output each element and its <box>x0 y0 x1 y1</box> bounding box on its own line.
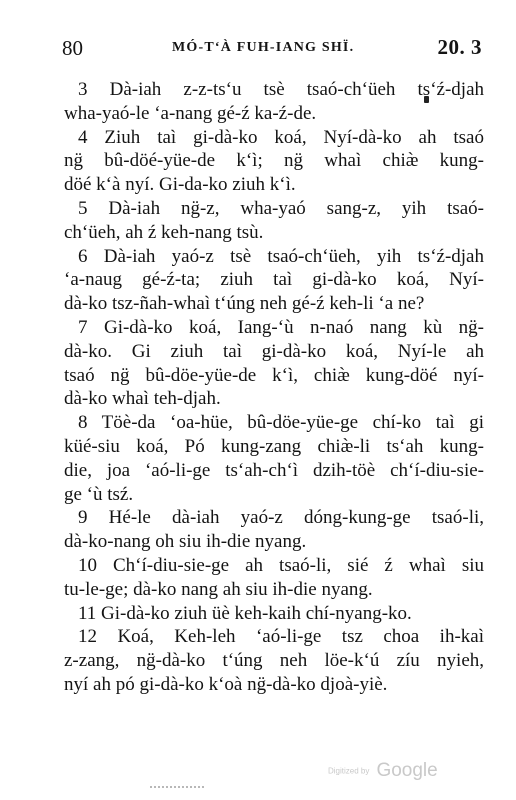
verse-line: dà-ko-nang oh siu ih-die nyang. <box>64 531 307 553</box>
verse-12 <box>64 625 484 696</box>
page-header <box>62 36 482 62</box>
verse-line: 8 Töè-da ‘oa-hüe, bû-döe-yüe-ge chí-ko taì gi <box>78 412 484 434</box>
verse-text <box>64 78 484 697</box>
verse-line: dà-ko. Gi ziuh taì gi-dà-ko koá, Nyí-le ah <box>64 340 484 362</box>
page-number: 80 <box>62 36 83 60</box>
verse-7 <box>64 316 484 411</box>
verse-8 <box>64 411 484 506</box>
watermark-prefix: Digitized by <box>328 766 370 776</box>
verse-line: 9 Hé-le dà-iah yaó-z dóng-kung-ge tsaó-li, <box>78 507 484 529</box>
verse-10 <box>64 554 484 602</box>
verse-line: dà-ko tsz-ñah-whaì t‘úng neh gé-ź keh-li ‘a ne? <box>64 293 425 315</box>
verse-line: 11 Gi-dà-ko ziuh üè keh-kaih chí-nyang-ko. <box>78 602 412 624</box>
verse-line: 5 Dà-iah ng̈-z, wha-yaó sang-z, yih tsaó- <box>78 197 484 219</box>
verse-line: 7 Gi-dà-ko koá, Iang-‘ù n-naó nang kù ng̈- <box>78 316 484 338</box>
verse-line: nyí ah pó gi-dà-ko k‘oà ng̈-dà-ko djoà-yiè. <box>64 673 388 695</box>
verse-line: dà-ko whaì teh-djah. <box>64 388 221 410</box>
verse-4 <box>64 126 484 197</box>
verse-line: 3 Dà-iah z-z-ts‘u tsè tsaó-ch‘üeh ts‘ź-djah <box>78 79 484 100</box>
verse-line: tu-le-ge; dà-ko nang ah siu ih-die nyang. <box>64 578 373 600</box>
verse-3 <box>64 78 484 126</box>
verse-line: 10 Ch‘í-diu-sie-ge ah tsaó-li, sié ź whaì siu <box>78 554 484 576</box>
verse-5 <box>64 197 484 245</box>
chapter-reference: 20. 3 <box>437 35 482 59</box>
verse-line: 6 Dà-iah yaó-z tsè tsaó-ch‘üeh, yih ts‘ź-djah <box>78 245 484 267</box>
digitized-watermark <box>328 760 438 782</box>
verse-line: ‘a-naug gé-ź-ta; ziuh taì gi-dà-ko koá, Nyí- <box>64 269 484 291</box>
verse-line: tsaó ng̈ bû-döe-yüe-de k‘ì, chiæ̀ kung-döé nyí- <box>64 364 484 386</box>
verse-line: döé k‘à nyí. Gi-da-ko ziuh k‘ì. <box>64 174 296 196</box>
verse-line: die, joa ‘aó-li-ge ts‘ah-ch‘ì dzih-töè ch‘í-diu-sie- <box>64 459 484 481</box>
running-title: MÓ-T‘À FUH-IANG SHÏ. <box>172 40 355 55</box>
verse-11 <box>64 602 484 626</box>
verse-line: 12 Koá, Keh-leh ‘aó-li-ge tsz choa ih-kaì <box>78 626 484 648</box>
verse-line: wha-yaó-le ‘a-nang gé-ź ka-ź-de. <box>64 102 317 124</box>
verse-6 <box>64 245 484 316</box>
verse-line: ng̈ bû-döé-yüe-de k‘ì; ng̈ whaì chiæ̀ kung- <box>64 150 484 172</box>
verse-line: 4 Ziuh taì gi-dà-ko koá, Nyí-dà-ko ah tsaó <box>78 126 484 148</box>
verse-line: küé-siu koá, Pó kung-zang chiæ̀-li ts‘ah kung- <box>64 435 484 457</box>
verse-line: z-zang, ng̈-dà-ko t‘úng neh löe-k‘ú zíu nyieh, <box>64 650 484 672</box>
verse-line: ch‘üeh, ah ź keh-nang tsù. <box>64 221 264 243</box>
verse-9 <box>64 506 484 554</box>
verse-line: ge ‘ù tsź. <box>64 483 134 505</box>
footer-smudge <box>150 786 204 795</box>
watermark-brand: Google <box>376 760 438 781</box>
